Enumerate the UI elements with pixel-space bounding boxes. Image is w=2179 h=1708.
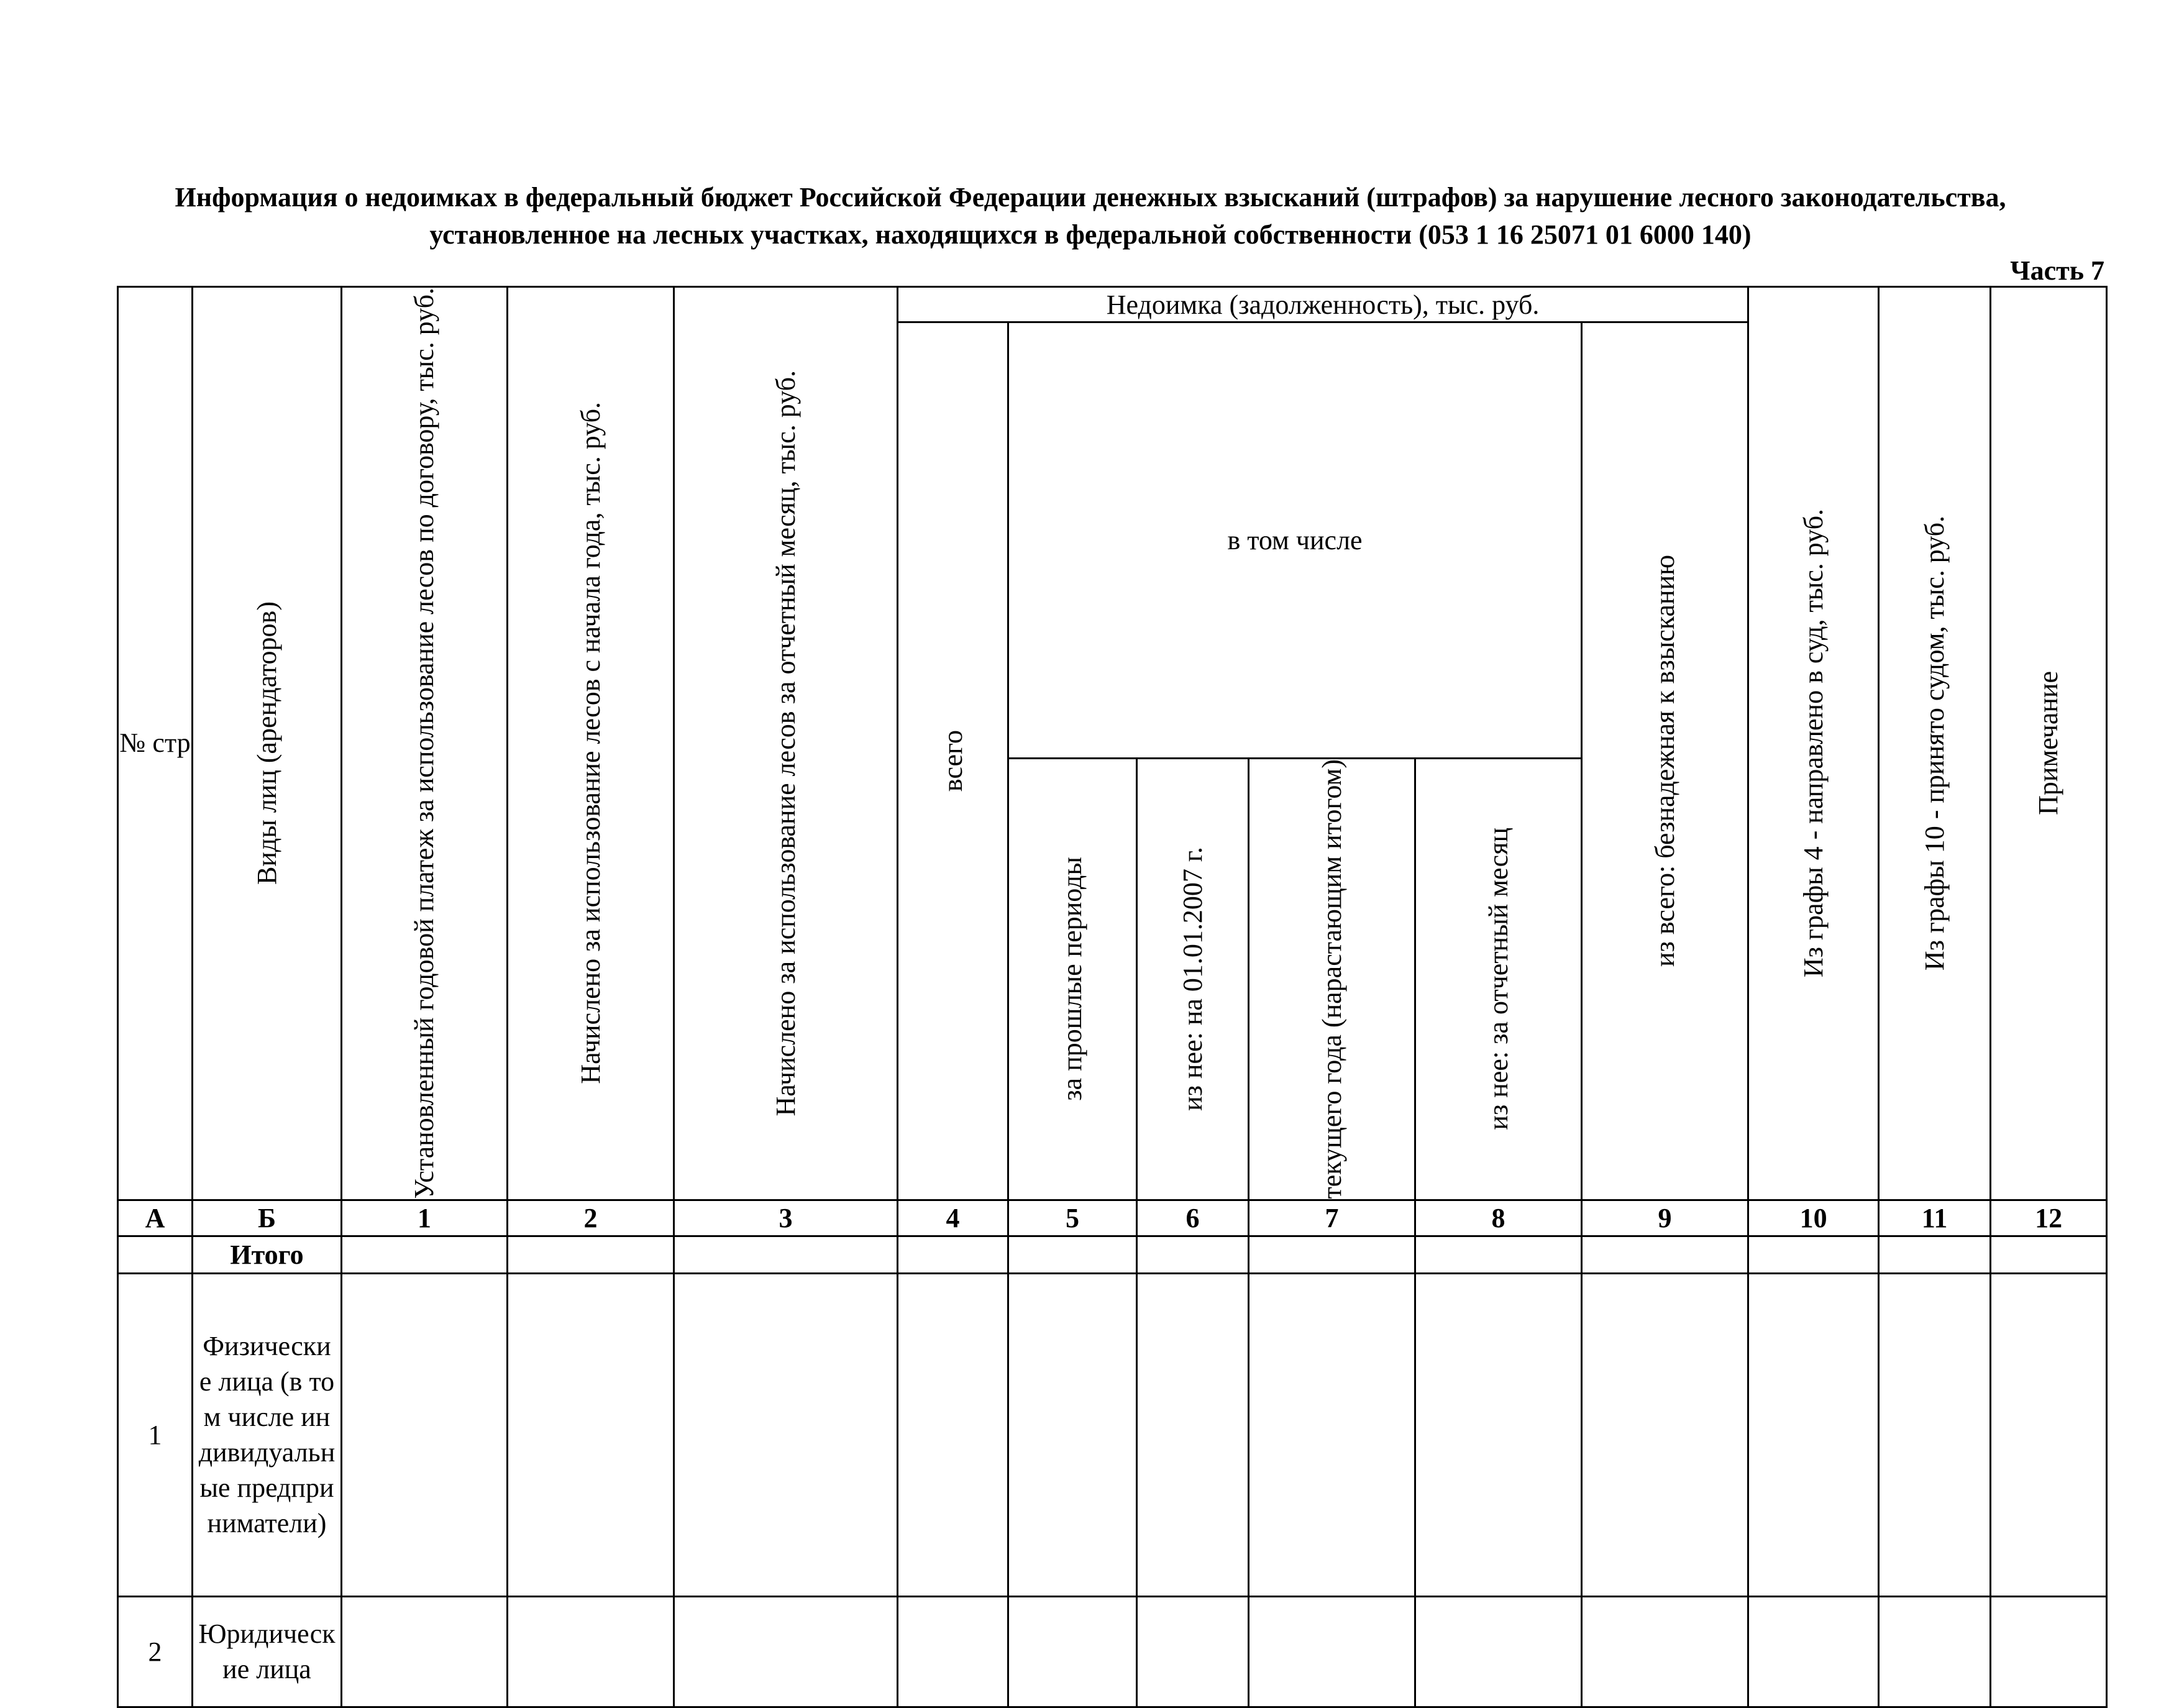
table-cell[interactable]	[1879, 1596, 1991, 1707]
table-cell[interactable]	[898, 1596, 1008, 1707]
header-col8: из нее: за отчетный месяц	[1415, 759, 1582, 1200]
table-cell[interactable]	[1249, 1596, 1415, 1707]
table-cell[interactable]	[1582, 1236, 1748, 1273]
table-cell[interactable]	[1008, 1273, 1137, 1596]
table-cell[interactable]	[1415, 1596, 1582, 1707]
table-cell[interactable]	[1748, 1236, 1879, 1273]
table-cell[interactable]	[1137, 1236, 1249, 1273]
col-number: 4	[898, 1200, 1008, 1236]
arrears-table	[117, 286, 2108, 1708]
row-label-total: Итого	[193, 1236, 342, 1273]
row-number: 1	[118, 1273, 193, 1596]
table-cell[interactable]	[342, 1596, 508, 1707]
header-total: всего	[898, 322, 1008, 1200]
table-cell[interactable]	[1991, 1596, 2107, 1707]
row-label: Физические лица (в том числе индивидуальные предприниматели)	[193, 1273, 342, 1596]
header-col10: Из графы 4 - направлено в суд, тыс. руб.	[1748, 287, 1879, 1200]
row-label: Юридические лица	[193, 1596, 342, 1707]
table-cell[interactable]	[1748, 1596, 1879, 1707]
table-cell[interactable]	[674, 1236, 898, 1273]
header-col2: Начислено за использование лесов с начала года, тыс. руб.	[508, 287, 674, 1200]
col-number: Б	[193, 1200, 342, 1236]
header-col3: Начислено за использование лесов за отчетный месяц, тыс. руб.	[674, 287, 898, 1200]
col-number: А	[118, 1200, 193, 1236]
col-number: 8	[1415, 1200, 1582, 1236]
table-cell[interactable]	[1137, 1273, 1249, 1596]
table-cell[interactable]	[1249, 1273, 1415, 1596]
col-number: 3	[674, 1200, 898, 1236]
table-cell[interactable]	[118, 1236, 193, 1273]
column-number-row	[118, 1200, 2107, 1236]
part-label: Часть 7	[2010, 255, 2104, 286]
table-cell[interactable]	[508, 1596, 674, 1707]
table-cell[interactable]	[1249, 1236, 1415, 1273]
table-cell[interactable]	[1008, 1596, 1137, 1707]
header-col6: из нее: на 01.01.2007 г.	[1137, 759, 1249, 1200]
table-cell[interactable]	[1748, 1273, 1879, 1596]
table-cell[interactable]	[508, 1273, 674, 1596]
table-cell[interactable]	[674, 1273, 898, 1596]
header-types: Виды лиц (арендаторов)	[193, 287, 342, 1200]
header-col12: Примечание	[1991, 287, 2107, 1200]
col-number: 9	[1582, 1200, 1748, 1236]
table-cell[interactable]	[1879, 1273, 1991, 1596]
table-cell[interactable]	[1991, 1236, 2107, 1273]
table-cell[interactable]	[342, 1236, 508, 1273]
header-including: в том числе	[1008, 322, 1582, 759]
header-col9: из всего: безнадежная к взысканию	[1582, 322, 1748, 1200]
table-cell[interactable]	[1582, 1273, 1748, 1596]
table-cell[interactable]	[1415, 1236, 1582, 1273]
table-cell[interactable]	[1008, 1236, 1137, 1273]
col-number: 1	[342, 1200, 508, 1236]
table-row	[118, 1273, 2107, 1596]
table-cell[interactable]	[1415, 1273, 1582, 1596]
col-number: 5	[1008, 1200, 1137, 1236]
header-col5: за прошлые периоды	[1008, 759, 1137, 1200]
table-cell[interactable]	[1879, 1236, 1991, 1273]
table-cell[interactable]	[1137, 1596, 1249, 1707]
header-col1: Установленный годовой платеж за использование лесов по договору, тыс. руб.	[342, 287, 508, 1200]
col-number: 11	[1879, 1200, 1991, 1236]
table-row-total	[118, 1236, 2107, 1273]
document-title: Информация о недоимках в федеральный бюджет Российской Федерации денежных взысканий (штрафов) за нарушение лесного законодательства, установленное на лесных участках, находящихся в федеральной собственности (053 1 16 25071 01 6000 140)	[175, 182, 2006, 250]
col-number: 7	[1249, 1200, 1415, 1236]
table-cell[interactable]	[674, 1596, 898, 1707]
table-cell[interactable]	[898, 1273, 1008, 1596]
col-number: 2	[508, 1200, 674, 1236]
col-number: 10	[1748, 1200, 1879, 1236]
table-cell[interactable]	[1991, 1273, 2107, 1596]
header-num: № стр	[118, 287, 193, 1200]
table-cell[interactable]	[508, 1236, 674, 1273]
header-col7: текущего года (нарастающим итогом)	[1249, 759, 1415, 1200]
table-cell[interactable]	[898, 1236, 1008, 1273]
col-number: 6	[1137, 1200, 1249, 1236]
header-col11: Из графы 10 - принято судом, тыс. руб.	[1879, 287, 1991, 1200]
table-cell[interactable]	[342, 1273, 508, 1596]
table-row	[118, 1596, 2107, 1707]
table-cell[interactable]	[1582, 1596, 1748, 1707]
header-arrears: Недоимка (задолженность), тыс. руб.	[898, 287, 1748, 322]
col-number: 12	[1991, 1200, 2107, 1236]
row-number: 2	[118, 1596, 193, 1707]
